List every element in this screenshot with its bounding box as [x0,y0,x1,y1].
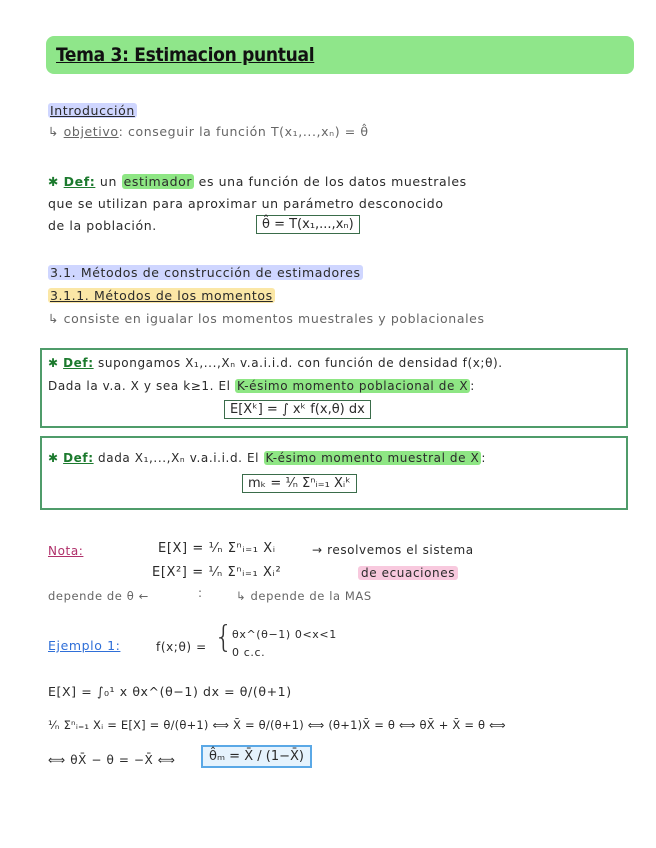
def1-formula-box: θ̂ = T(x₁,...,xₙ) [256,215,360,234]
example-case1: θx^(θ−1) 0<x<1 [232,628,337,641]
example-f-def: f(x;θ) = [156,640,207,654]
section311-row [48,288,275,303]
def3-line1-post: : [481,451,487,465]
nota-depends-theta: depende de θ ← [48,589,149,603]
example-expectation: E[X] = ∫₀¹ x θx^(θ−1) dx = θ/(θ+1) [48,684,292,699]
nota-depends-mas: ↳ depende de la MAS [236,589,372,603]
asterisk-icon: ✱ [48,451,64,465]
def3-term: K-ésimo momento muestral de X [265,451,480,465]
brace-icon: { [214,620,234,655]
section31-row [48,265,363,280]
nota-label-row [48,543,83,558]
nota-pink: de ecuaciones [358,566,458,580]
asterisk-icon: ✱ [48,356,64,370]
def3-label: Def: [63,451,94,465]
def3-line1-pre: dada X₁,...,Xₙ v.a.i.i.d. El [93,451,264,465]
def1-line1 [48,174,467,189]
def1-line2: que se utilizan para aproximar un parámetro desconocido [48,196,444,211]
section311-text: consiste en igualar los momentos muestrales y poblacionales [63,311,485,326]
nota-eq2: E[X²] = ¹⁄ₙ Σⁿᵢ₌₁ Xᵢ² [152,565,282,580]
example-label-row [48,638,120,653]
def2-line2-post: : [470,379,475,393]
example-label: Ejemplo 1: [48,638,121,653]
example-chain: ¹⁄ₙ Σⁿᵢ₌₁ Xᵢ = E[X] = θ/(θ+1) ⟺ X̄ = θ/(θ+1) ⟺ (θ+1)X̄ = θ ⟺ θX̄ + X̄ = θ ⟺ [48,718,506,732]
example-last: ⟺ θX̄ − θ = −X̄ ⟺ [48,753,176,767]
page-title: Tema 3: Estimacion puntual [56,44,315,66]
def3-box [40,436,628,510]
def2-term: K-ésimo momento poblacional de X [237,379,469,393]
def3-formula-box: mₖ = ¹⁄ₙ Σⁿᵢ₌₁ Xᵢᵏ [242,474,357,493]
def1-term: estimador [123,174,193,189]
def2-line2-pre: Dada la v.a. X y sea k≥1. El [48,379,235,393]
section311-text-row [48,311,485,326]
objective-text: : conseguir la función T(x₁,...,xₙ) = θ̂ [118,124,369,139]
def2-formula-box: E[Xᵏ] = ∫ xᵏ f(x,θ) dx [224,400,371,419]
intro-heading: Introducción [50,103,135,118]
intro-objective-row [48,124,369,139]
objective-label: objetivo [63,124,119,139]
def2-line2 [48,379,475,393]
example-case2: 0 c.c. [232,646,266,659]
section31-heading: 3.1. Métodos de construcción de estimadores [50,265,361,280]
nota-colon: : [198,586,203,600]
nota-eq1: E[X] = ¹⁄ₙ Σⁿᵢ₌₁ Xᵢ [158,541,276,556]
sub-arrow-icon: ↳ [48,124,64,139]
def3-line1 [48,451,486,465]
def2-line1 [48,356,503,370]
def2-line1-text: supongamos X₁,...,Xₙ v.a.i.i.d. con función de densidad f(x;θ). [93,356,503,370]
nota-arrow1: → resolvemos el sistema [312,543,474,557]
nota-pink-row [358,566,458,580]
def2-label: Def: [63,356,94,370]
def1-label: Def: [63,174,96,189]
title-bar [46,36,634,74]
asterisk-icon: ✱ [48,174,64,189]
result-box: θ̂ₘ = X̄ / (1−X̄) [201,745,312,768]
sub-arrow-icon: ↳ [48,311,64,326]
def1-line1-post: es una función de los datos muestrales [194,174,467,189]
section311-heading: 3.1.1. Métodos de los momentos [50,288,273,303]
def1-line1-pre: un [95,174,122,189]
def1-line3: de la población. [48,218,157,233]
intro-heading-row [48,103,137,118]
nota-label: Nota: [48,544,84,558]
